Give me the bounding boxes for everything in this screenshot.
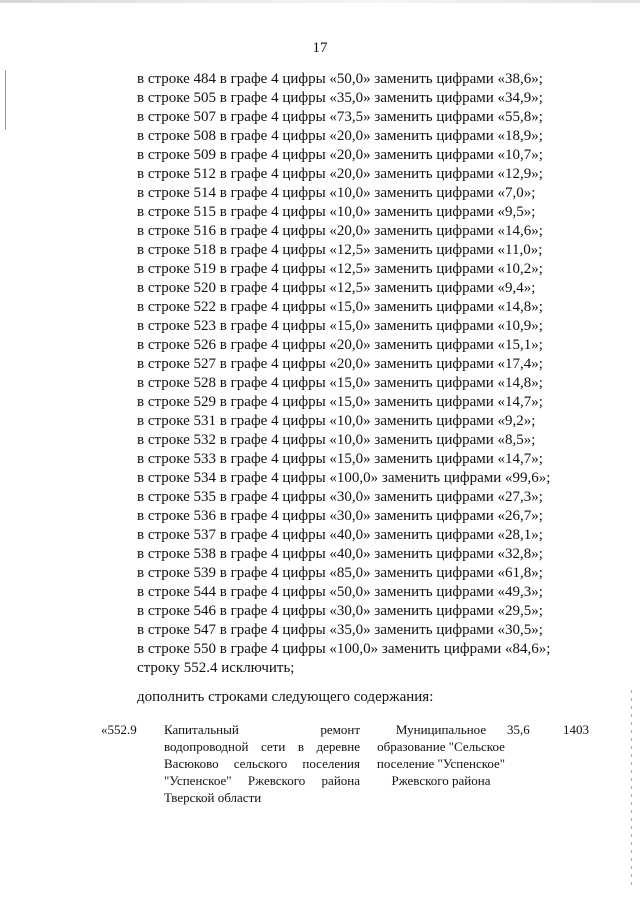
replacement-line: в строке 539 в графе 4 цифры «85,0» заменить цифрами «61,8»; <box>137 565 543 581</box>
scan-top-edge <box>0 0 640 3</box>
replacement-line: в строке 529 в графе 4 цифры «15,0» заменить цифрами «14,7»; <box>137 394 543 410</box>
replacement-line: в строке 550 в графе 4 цифры «100,0» заменить цифрами «84,6»; <box>137 641 551 657</box>
replacement-line: в строке 544 в графе 4 цифры «50,0» заменить цифрами «49,3»; <box>137 584 543 600</box>
replacement-line: в строке 523 в графе 4 цифры «15,0» заменить цифрами «10,9»; <box>137 318 543 334</box>
replacement-line: строку 552.4 исключить; <box>137 660 295 676</box>
row-amount: 35,6 <box>507 722 530 737</box>
replacement-line: в строке 527 в графе 4 цифры «20,0» заменить цифрами «17,4»; <box>137 356 543 372</box>
scan-left-mark <box>5 70 6 130</box>
replacement-line: в строке 484 в графе 4 цифры «50,0» заменить цифрами «38,6»; <box>137 71 543 87</box>
replacement-line: в строке 520 в графе 4 цифры «12,5» заменить цифрами «9,4»; <box>137 280 536 296</box>
supplement-intro: дополнить строками следующего содержания: <box>137 689 434 705</box>
row-code: 1403 <box>563 722 589 737</box>
replacement-line: в строке 532 в графе 4 цифры «10,0» заменить цифрами «8,5»; <box>137 432 536 448</box>
replacement-line: в строке 519 в графе 4 цифры «12,5» заменить цифрами «10,2»; <box>137 261 543 277</box>
replacement-line: в строке 535 в графе 4 цифры «30,0» заменить цифрами «27,3»; <box>137 489 543 505</box>
replacement-line: в строке 528 в графе 4 цифры «15,0» заменить цифрами «14,8»; <box>137 375 543 391</box>
replacement-line: в строке 512 в графе 4 цифры «20,0» заменить цифрами «12,9»; <box>137 166 543 182</box>
scan-right-mark <box>631 690 632 890</box>
replacement-line: в строке 514 в графе 4 цифры «10,0» заменить цифрами «7,0»; <box>137 185 536 201</box>
replacement-line: в строке 534 в графе 4 цифры «100,0» заменить цифрами «99,6»; <box>137 470 551 486</box>
replacement-line: в строке 516 в графе 4 цифры «20,0» заменить цифрами «14,6»; <box>137 223 543 239</box>
row-owner: Муниципальное образование "Сельское поселение "Успенское" Ржевского района <box>376 722 506 788</box>
replacement-line: в строке 515 в графе 4 цифры «10,0» заменить цифрами «9,5»; <box>137 204 536 220</box>
row-description: Капитальный ремонт водопроводной сети в деревне Васюково сельского поселения "Успенское" Ржевского района Тверской области <box>164 722 360 805</box>
replacement-line: в строке 536 в графе 4 цифры «30,0» заменить цифрами «26,7»; <box>137 508 543 524</box>
replacement-line: в строке 533 в графе 4 цифры «15,0» заменить цифрами «14,7»; <box>137 451 543 467</box>
replacement-line: в строке 546 в графе 4 цифры «30,0» заменить цифрами «29,5»; <box>137 603 543 619</box>
replacement-line: в строке 518 в графе 4 цифры «12,5» заменить цифрами «11,0»; <box>137 242 543 258</box>
page-number: 17 <box>312 40 328 56</box>
replacement-line: в строке 547 в графе 4 цифры «35,0» заменить цифрами «30,5»; <box>137 622 543 638</box>
replacement-line: в строке 522 в графе 4 цифры «15,0» заменить цифрами «14,8»; <box>137 299 543 315</box>
replacement-list <box>137 70 550 678</box>
row-number: «552.9 <box>101 722 137 737</box>
replacement-line: в строке 538 в графе 4 цифры «40,0» заменить цифрами «32,8»; <box>137 546 543 562</box>
replacement-line: в строке 509 в графе 4 цифры «20,0» заменить цифрами «10,7»; <box>137 147 543 163</box>
replacement-line: в строке 505 в графе 4 цифры «35,0» заменить цифрами «34,9»; <box>137 90 543 106</box>
replacement-line: в строке 507 в графе 4 цифры «73,5» заменить цифрами «55,8»; <box>137 109 543 125</box>
replacement-line: в строке 531 в графе 4 цифры «10,0» заменить цифрами «9,2»; <box>137 413 536 429</box>
replacement-line: в строке 508 в графе 4 цифры «20,0» заменить цифрами «18,9»; <box>137 128 543 144</box>
replacement-line: в строке 526 в графе 4 цифры «20,0» заменить цифрами «15,1»; <box>137 337 543 353</box>
replacement-line: в строке 537 в графе 4 цифры «40,0» заменить цифрами «28,1»; <box>137 527 543 543</box>
